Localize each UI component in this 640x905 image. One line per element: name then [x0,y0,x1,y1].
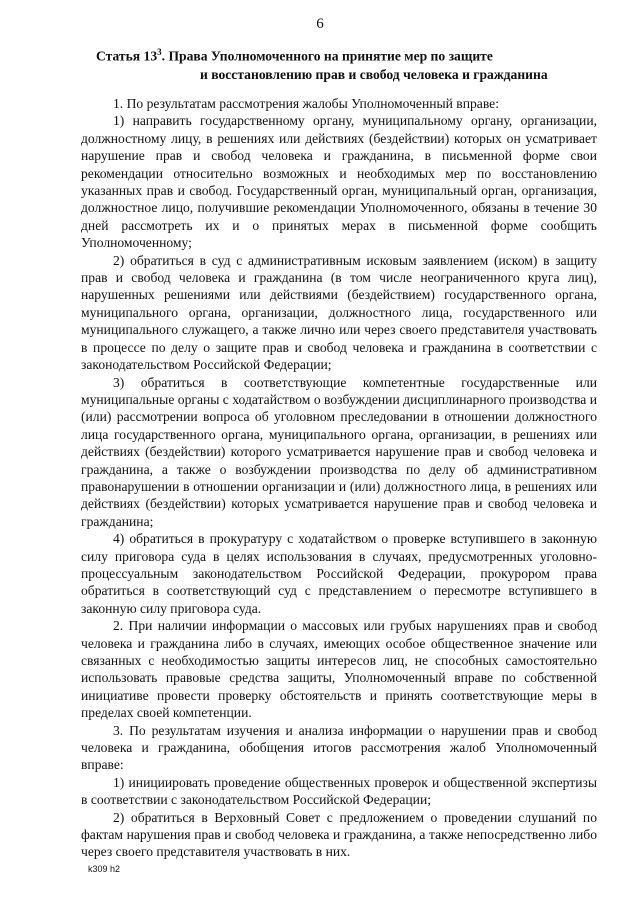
heading-line-2: и восстановлению прав и свобод человека и гражданина [200,66,548,82]
paragraph: 1) инициировать проведение общественных проверок и общественной экспертизы в соответствии с законодательством Российской Федерации; [81,774,597,808]
heading-superscript: 3 [157,47,162,57]
paragraph: 2. При наличии информации о массовых или грубых нарушениях прав и свобод человека и гражданина либо в случаях, имеющих особое общественное значение или связанных с необходимостью защиты интересов лиц, не способных самостоятельно использовать правовые средства защиты, Уполномоченный вправе по собственной инициативе провести проверку обстоятельств и принять соответствующие меры в пределах своей компетенции. [81,618,597,721]
paragraph: 3) обратиться в соответствующие компетентные государственные или муниципальные органы с ходатайством о возбуждении дисциплинарного производства и (или) рассмотрении вопроса об уголовном преследовании в отношении должностного лица государственного органа, муниципального органа, организации, в решениях или действиях (бездействии) которого усматривается нарушение прав и свобод человека и гражданина, а также о возбуждении производства по делу об административном правонарушении в отношении организации и (или) должностного лица, в решениях или действиях (бездействии) которых усматривается нарушение прав и свобод человека и гражданина; [81,374,597,529]
heading-line-1-rest: . Права Уполномоченного на принятие мер по защите [161,48,493,64]
paragraph: 3. По результатам изучения и анализа информации о нарушении прав и свобод человека и гражданина, обобщения итогов рассмотрения жалоб Уполномоченный вправе: [81,722,597,773]
paragraph: 4) обратиться в прокуратуру с ходатайством о проверке вступившего в законную силу приговора суда в целях использования в случаях, предусмотренных уголовно-процессуальным законодательством Российской Федерации, прокурором права обратиться в соответствующий суд с представлением о пересмотре вступившего в законную силу приговора суда. [81,531,597,616]
heading-line-1 [96,43,596,66]
paragraph: 2) обратиться в суд с административным исковым заявлением (иском) в защиту прав и свобод человека и гражданина (в том числе неограниченного круга лиц), нарушенных решениями или действиями (бездействием) государственного органа, муниципального органа, организации, должностного лица, государственного или муниципального служащего, а также лично или через своего представителя участвовать в процессе по делу о защите прав и свобод человека и гражданина в соответствии с законодательством Российской Федерации; [81,252,597,373]
paragraph: 2) обратиться в Верховный Совет с предложением о проведении слушаний по фактам нарушения прав и свобод человека и гражданина, а также непосредственно либо через своего представителя участвовать в них. [81,809,597,860]
article-body [81,95,597,861]
paragraph: 1. По результатам рассмотрения жалобы Уполномоченный вправе: [113,96,499,111]
footer-code: k309 h2 [88,864,121,874]
paragraph: 1) направить государственному органу, муниципальному органу, организации, должностному лицу, в решениях или действиях (бездействии) которых он усматривает нарушение прав и свобод человека и гражданина, в письменной форме свои рекомендации относительно возможных и необходимых мер по восстановлению указанных прав и свобод. Государственный орган, муниципальный орган, организация, должностное лицо, получившие рекомендации Уполномоченного, обязаны в течение 30 дней рассмотреть их и о принятых мерах в письменной форме сообщить Уполномоченному; [81,113,597,251]
heading-prefix: Статья 13 [96,48,158,64]
page-number: 6 [316,16,324,32]
article-heading [96,43,596,84]
